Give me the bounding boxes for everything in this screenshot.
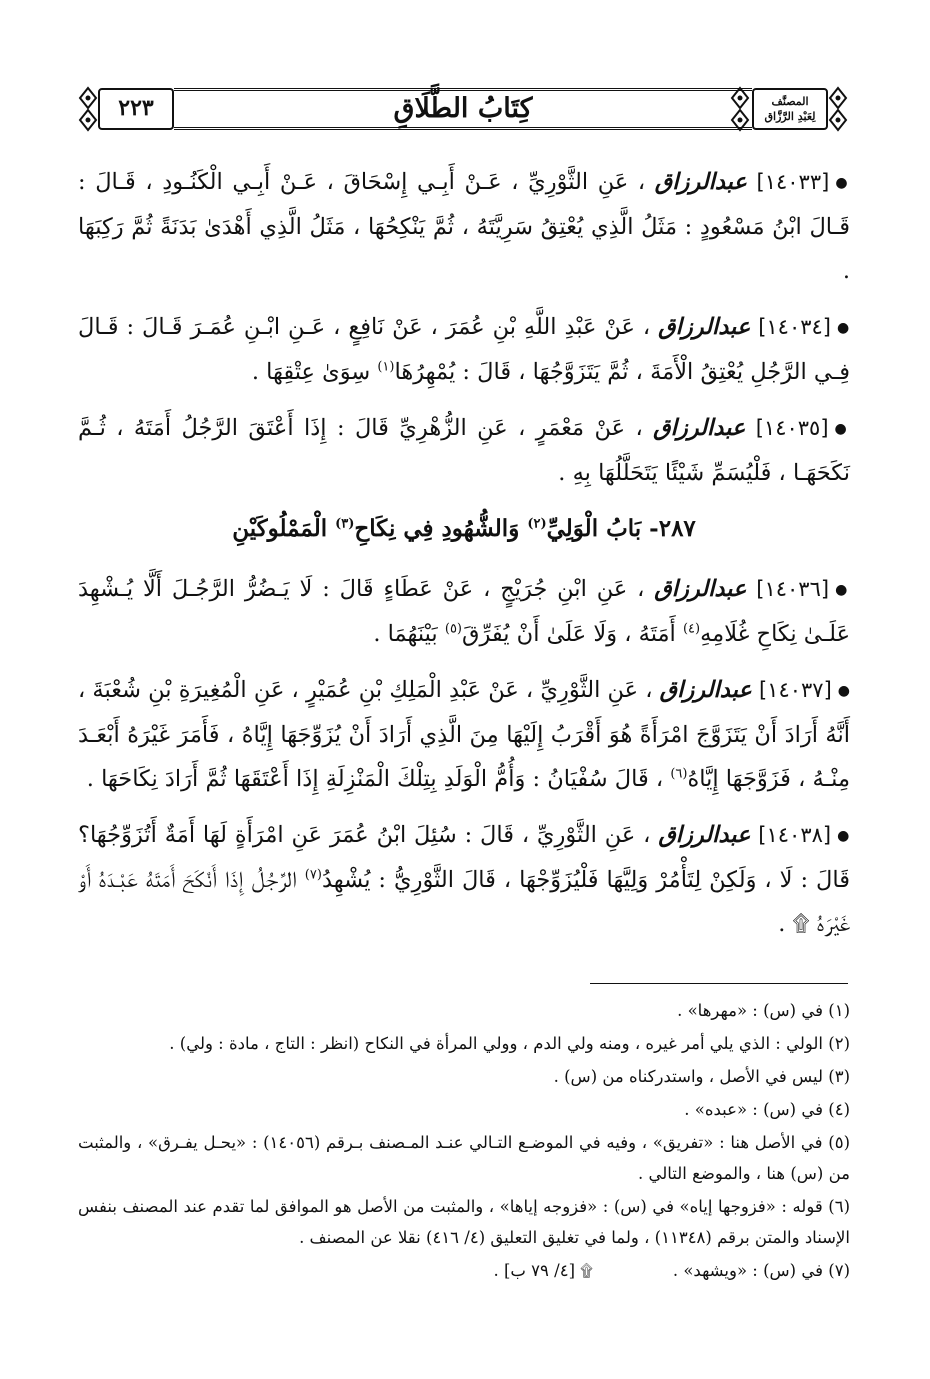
footnote-ref[interactable]: (٤): [682, 621, 701, 637]
book-title: كِتَابُ الطَّلَاقِ: [393, 93, 533, 124]
footnote: (٧) في (س) : «ويشهد» .: [672, 1261, 850, 1280]
bullet-icon: ●: [835, 582, 850, 598]
bullet-icon: ●: [834, 421, 851, 437]
bullet-icon: ●: [837, 683, 851, 699]
logo-line-2: لِعَبْدِ الرَّزَّاق: [764, 110, 816, 123]
hadith-number: [١٤٠٣٤]: [758, 315, 831, 339]
chapter-title: بَابُ الْوَلِيِّ: [546, 515, 642, 542]
hadith-entry: [78, 813, 850, 946]
bullet-icon: ●: [837, 320, 851, 336]
chapter-title: الْمَمْلُوكَيْنِ: [232, 515, 328, 542]
footnote-ref[interactable]: (٣): [335, 516, 355, 532]
hadith-text: ، عَنِ الثَّوْرِيِّ ، قَالَ : سُئِلَ ابْنُ عُمَرَ عَنِ امْرَأَةٍ لَهَا أَمَةٌ أَتُزَوِّجُهَا؟ قَالَ : لَا ، وَلَكِنْ لِتَأْمُرْ وَلِيَّهَا فَلْيُزَوِّجْهَا ، قَالَ الثَّوْرِيُّ : يُشْهِدُ: [78, 822, 850, 893]
hadith-text: ، عَنِ الثَّوْرِيِّ ، عَنْ عَبْدِ الْمَلِكِ بْنِ عُمَيْرٍ ، عَنِ الْمُغِيرَةِ بْنِ شُعْبَةَ ، أَنَّهُ أَرَادَ أَنْ يَتَزَوَّجَ امْرَأَةً هُوَ أَقْرَبُ إِلَيْهَا مِنَ الَّذِي أَرَادَ أَنْ يُزَوِّجَهَا إِيَّاهُ ، فَأَمَرَ غَيْرَهُ أَبْعَـدَ مِنْـهُ ، فَزَوَّجَهَا إِيَّاهُ: [78, 677, 850, 792]
footnote-ref[interactable]: (٢): [527, 516, 547, 532]
footnote: (٢) الولي : الذي يلي أمر غيره ، ومنه ولي الدم ، وولي المرأة في النكاح (انظر : التاج ، مادة : ولي) .: [169, 1034, 850, 1053]
hadith-number: [١٤٠٣٣]: [756, 170, 830, 194]
main-text: [78, 160, 850, 958]
narrator-name: عبدالرزاق: [654, 169, 747, 195]
hadith-text: ، عَنْ مَعْمَرٍ ، عَنِ الزُّهْرِيِّ قَالَ : إِذَا أَعْتَقَ الرَّجُلُ أَمَتَهُ ، ثُـمَّ نَكَحَهَـا ، فَلْيُسَمِّ شَيْئًا يَتَحَلَّلُهَا بِهِ .: [78, 415, 850, 486]
folio-reference: ۩ [٤/ ٧٩ ب] .: [493, 1261, 593, 1280]
hadith-text: سِوَىٰ عِتْقِهَا .: [251, 359, 371, 385]
ornament-icon: [78, 86, 98, 132]
chapter-number: ٢٨٧-: [649, 515, 696, 542]
ornament-icon: [828, 86, 848, 132]
footnote: (٦) قوله : «فزوجها إياه» في (س) : «فزوجه إياها» ، والمثبت من الأصل هو الموافق لما تقدم عند المصنف بنفس الإسناد والمتن برقم (١١٣٤٨) ، ولما في تغليق التعليق (٤/ ٤١٦) نقلا عن المصنف .: [78, 1197, 850, 1247]
hadith-entry: [78, 406, 850, 495]
hadith-text: ، عَنْ عَبْدِ اللَّهِ بْنِ عُمَرَ ، عَنْ نَافِعٍ ، عَـنِ ابْـنِ عُمَـرَ قَـالَ : قَـالَ فِـي الرَّجُلِ يُعْتِقُ الْأَمَةَ ، ثُمَّ يَتَزَوَّجُهَا ، قَالَ : يُمْهِرُهَا: [78, 314, 850, 385]
footnote: (٥) في الأصل هنا : «تفريق» ، وفيه في الموضـع التـالي عنـد المـصنف بـرقم (١٤٠٥٦) : «يحـل يفـرق» ، والمثبت من (س) هنا ، والموضع التالي .: [78, 1133, 850, 1183]
hadith-text: بَيْنَهُمَا .: [373, 621, 438, 647]
page-number: ٢٢٣: [98, 88, 174, 130]
hadith-entry: [78, 668, 850, 801]
narrator-name: عبدالرزاق: [654, 576, 747, 602]
book-logo: [752, 88, 828, 130]
ornament-icon: [730, 86, 750, 132]
hadith-entry: [78, 160, 850, 293]
hadith-number: [١٤٠٣٥]: [755, 416, 829, 440]
hadith-entry: [78, 567, 850, 656]
footnote-row: [78, 1255, 850, 1286]
footnote: (١) في (س) : «مهرها» .: [677, 1001, 850, 1020]
footnote-ref[interactable]: (٥): [444, 621, 462, 637]
logo-line-1: المصنَّف: [771, 95, 809, 108]
chapter-title: وَالشُّهُودِ فِي نِكَاحِ: [354, 515, 520, 542]
hadith-text: ، عَنِ ابْنِ جُرَيْجٍ ، عَنْ عَطَاءٍ قَالَ : لَا يَـضُرُّ الرَّجُـلَ أَلَّا يُـشْهِدَ عَلَـىٰ نِكَاحِ غُلَامِهِ: [78, 576, 850, 647]
footnote-divider: [590, 983, 848, 984]
narrator-name: عبدالرزاق: [653, 415, 746, 441]
footnotes: [78, 995, 850, 1288]
hadith-text: الرَّجُلُ إِذَا أَنْكَحَ أَمَتَهُ عَبْـدَهُ أَوْ غَيْرَهُ ۩ .: [78, 867, 850, 937]
footnote-ref[interactable]: (١): [377, 359, 395, 375]
footnote: (٤) في (س) : «عبده» .: [684, 1100, 850, 1119]
footnote-ref[interactable]: (٧): [304, 867, 322, 883]
narrator-name: عبدالرزاق: [658, 314, 751, 340]
narrator-name: عبدالرزاق: [659, 677, 752, 703]
hadith-text: ، قَالَ سُفْيَانُ : وَأُمُّ الْوَلَدِ بِتِلْكَ الْمَنْزِلَةِ إِذَا أَعْتَقَهَا ثُمَّ أَرَادَ نِكَاحَهَا .: [86, 766, 664, 792]
header-title-frame: [174, 88, 752, 130]
narrator-name: عبدالرزاق: [658, 822, 751, 848]
hadith-number: [١٤٠٣٨]: [758, 823, 832, 847]
page-header: [74, 84, 852, 134]
hadith-entry: [78, 305, 850, 394]
bullet-icon: ●: [837, 828, 851, 844]
chapter-heading: [78, 507, 850, 551]
bullet-icon: ●: [835, 175, 850, 191]
hadith-number: [١٤٠٣٦]: [756, 577, 830, 601]
hadith-text: ، عَنِ الثَّوْرِيِّ ، عَـنْ أَبِـي إِسْحَاقَ ، عَـنْ أَبِـي الْكَنُـودِ ، قَـالَ : قَـالَ ابْنُ مَسْعُودٍ : مَثَلُ الَّذِي يُعْتِقُ سَرِيَّتَهُ ، ثُمَّ يَنْكِحُهَا ، مَثَلُ الَّذِي أَهْدَىٰ بَدَنَةً ثُمَّ رَكِبَهَا .: [78, 169, 850, 284]
footnote: (٣) ليس في الأصل ، واستدركناه من (س) .: [553, 1067, 850, 1086]
hadith-number: [١٤٠٣٧]: [758, 678, 832, 702]
footnote-ref[interactable]: (٦): [670, 766, 688, 782]
hadith-text: أَمَتَهُ ، وَلَا عَلَىٰ أَنْ يُفَرِّقَ: [462, 621, 676, 647]
